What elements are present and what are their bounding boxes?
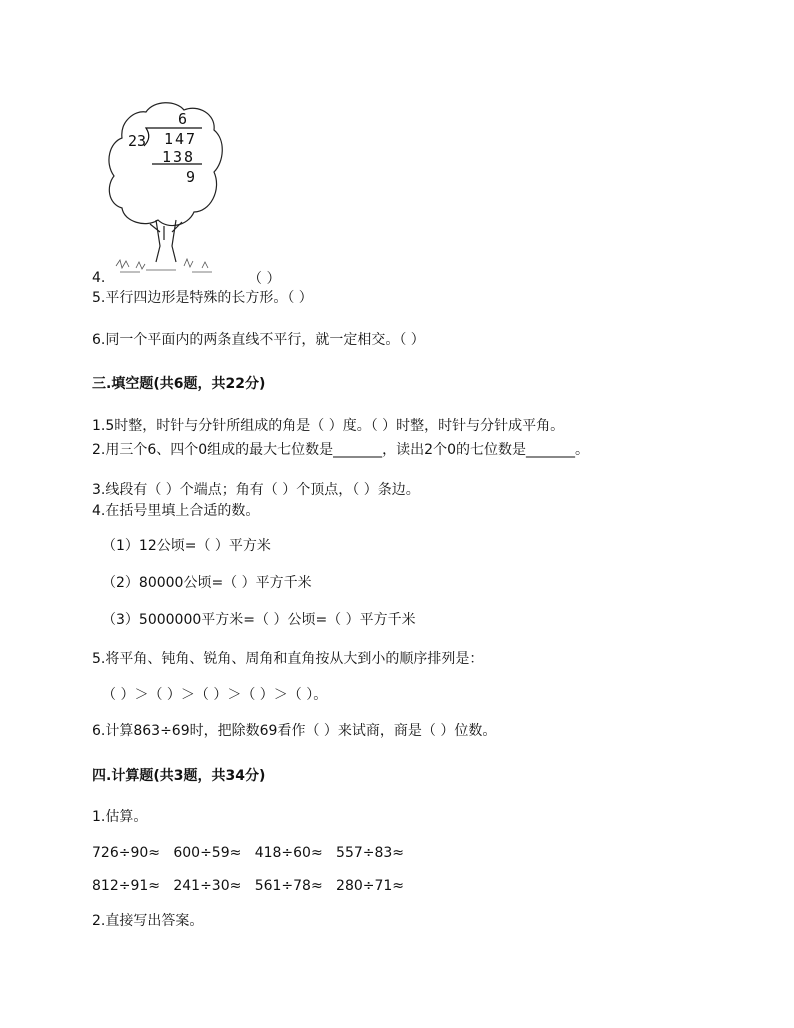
divisor: 23 bbox=[128, 132, 147, 150]
section-four-heading: 四.计算题(共3题，共34分) bbox=[92, 768, 266, 784]
estimate-row-1: 726÷90≈ 600÷59≈ 418÷60≈ 557÷83≈ bbox=[92, 845, 405, 861]
remainder: 9 bbox=[186, 168, 196, 186]
grass-scribble bbox=[116, 259, 212, 272]
judgement-q6: 6.同一个平面内的两条直线不平行，就一定相交。（ ） bbox=[92, 332, 425, 348]
section-three-heading: 三.填空题(共6题，共22分) bbox=[92, 376, 266, 392]
calc-q1: 1.估算。 bbox=[92, 809, 148, 825]
fill-q4-item2: （2）80000公顷=（ ）平方千米 bbox=[102, 575, 312, 591]
calc-q2: 2.直接写出答案。 bbox=[92, 913, 204, 929]
dividend: 147 bbox=[164, 130, 198, 148]
product: 138 bbox=[162, 148, 196, 166]
fill-q2: 2.用三个6、四个0组成的最大七位数是_______，读出2个0的七位数是_______。 bbox=[92, 442, 589, 458]
tree-division-figure bbox=[106, 100, 226, 282]
estimate-row-2: 812÷91≈ 241÷30≈ 561÷78≈ 280÷71≈ bbox=[92, 878, 405, 894]
judgement-q4-number: 4. bbox=[92, 270, 106, 286]
fill-q1: 1.5时整，时针与分针所组成的角是（ ）度。（ ）时整，时针与分针成平角。 bbox=[92, 418, 565, 434]
quotient-digit: 6 bbox=[178, 110, 188, 128]
fill-q4-item3: （3）5000000平方米=（ ）公顷=（ ）平方千米 bbox=[102, 612, 416, 628]
fill-q4-item1: （1）12公顷=（ ）平方米 bbox=[102, 538, 271, 554]
tree-trunk bbox=[150, 220, 182, 262]
fill-q3: 3.线段有（ ）个端点；角有（ ）个顶点，（ ）条边。 bbox=[92, 482, 420, 498]
fill-q6: 6.计算863÷69时，把除数69看作（ ）来试商，商是（ ）位数。 bbox=[92, 723, 497, 739]
judgement-q4-parentheses: （ ） bbox=[248, 271, 281, 287]
fill-q4: 4.在括号里填上合适的数。 bbox=[92, 503, 260, 519]
judgement-q5: 5.平行四边形是特殊的长方形。（ ） bbox=[92, 290, 313, 306]
fill-q5: 5.将平角、钝角、锐角、周角和直角按从大到小的顺序排列是： bbox=[92, 651, 484, 667]
fill-q5-order: （ ）＞（ ）＞（ ）＞（ ）＞（ ）。 bbox=[102, 687, 328, 703]
